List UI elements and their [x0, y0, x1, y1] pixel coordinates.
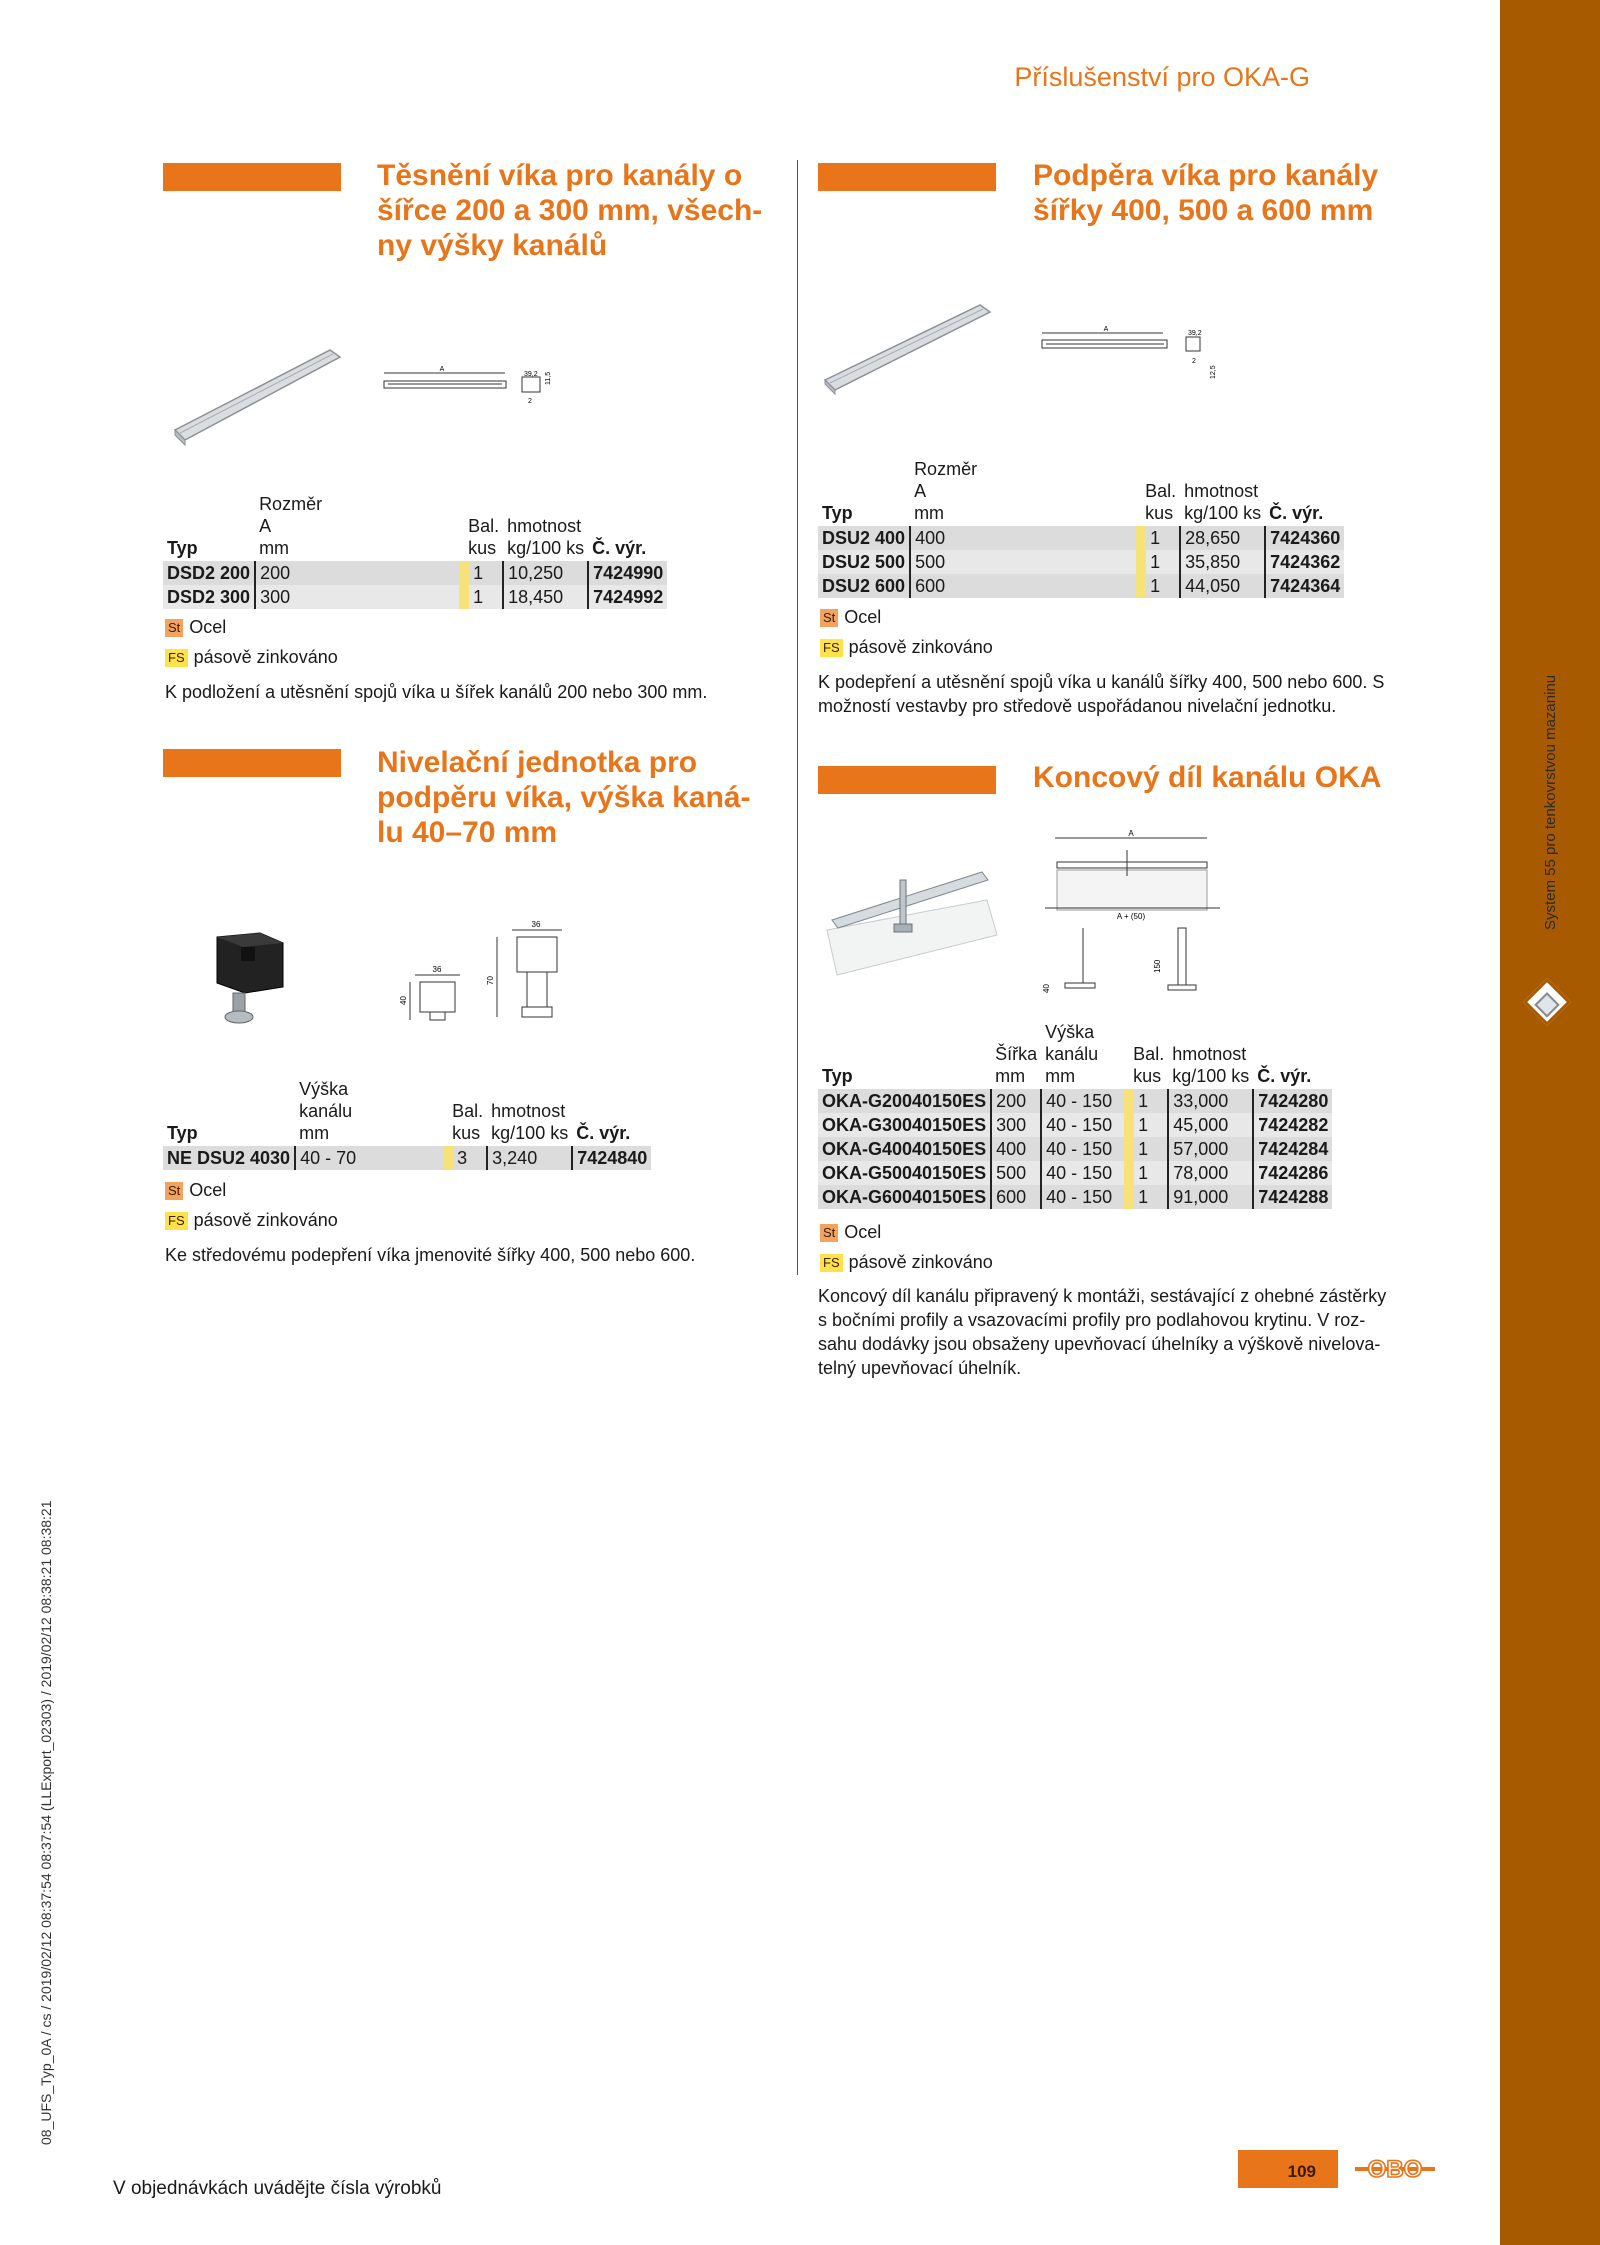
section-title-dsu2 [1033, 158, 1378, 228]
title-line: Podpěra víka pro kanály [1033, 159, 1379, 192]
description-nedsu2: Ke středovému podepření víka jmenovité šířky 400, 500 nebo 600. [165, 1245, 696, 1265]
dim-label: A [1128, 829, 1134, 838]
col-header-size: Rozměr A mm [259, 494, 323, 558]
fs-tag: FS [165, 649, 188, 667]
table-row: OKA-G20040150ES 200 40 - 150 1 33,000 7424280 [818, 1089, 1332, 1113]
material-label: pásově zinkováno [193, 1210, 338, 1230]
dim-label: A [1103, 326, 1109, 333]
table-row: DSD2 200 200 1 10,250 7424990 [163, 561, 667, 585]
material-label: Ocel [844, 1222, 882, 1242]
col-header-weight: hmotnost kg/100 ks [1184, 481, 1262, 523]
st-tag: St [820, 609, 838, 627]
page-title: Příslušenství pro OKA-G [1014, 62, 1310, 92]
col-header-type: Typ [822, 503, 853, 523]
section-title-dsd2 [377, 158, 762, 263]
st-tag: St [820, 1224, 838, 1242]
col-header-type: Typ [822, 1066, 853, 1086]
dim-label: 2 [1192, 358, 1196, 365]
title-line: Nivelační jednotka pro [377, 746, 698, 779]
col-header-article: Č. výr. [1269, 503, 1324, 523]
section-marker [818, 163, 996, 191]
dimension-drawing-dsd2 [380, 363, 580, 413]
col-header-article: Č. výr. [576, 1123, 631, 1143]
description-dsu2: K podepření a utěsnění spojů víka u kanálů šířky 400, 500 nebo 600. S možností vestavby pro středově uspořádanou nivelační jednotku. [818, 672, 1385, 716]
product-image-dsd2 [170, 345, 345, 450]
dim-label: 150 [1153, 959, 1162, 973]
material-fs [820, 1252, 993, 1273]
side-category-label [1542, 890, 1562, 930]
title-line: šířky 400, 500 a 600 mm [1033, 194, 1374, 227]
col-header-weight: hmotnost kg/100 ks [507, 516, 585, 558]
title-line: Těsnění víka pro kanály o [377, 159, 743, 192]
dimension-drawing-nedsu2 [380, 915, 580, 1035]
material-fs [820, 637, 993, 658]
material-label: pásově zinkováno [193, 647, 338, 667]
dim-label: 39,2 [524, 371, 538, 378]
dim-label: 11,5 [545, 371, 552, 385]
col-header-width: Šířka mm [995, 1044, 1038, 1086]
title-line: podpěru víka, výška kaná- [377, 781, 751, 814]
table-row: NE DSU2 4030 40 - 70 3 3,240 7424840 [163, 1146, 651, 1170]
material-label: Ocel [189, 617, 227, 637]
product-table-dsd2 [163, 492, 667, 609]
dim-label: 12,5 [1210, 365, 1217, 379]
dim-label: 70 [486, 976, 495, 985]
side-band [1500, 0, 1600, 2245]
logo-text: OBO [1367, 2156, 1423, 2183]
dim-label: 40 [399, 996, 408, 1005]
dim-label: 36 [531, 920, 541, 929]
col-header-weight: hmotnost kg/100 ks [491, 1101, 569, 1143]
product-image-okag [822, 860, 1002, 980]
material-label: pásově zinkováno [848, 1252, 993, 1272]
page-number: 109 [1238, 2150, 1338, 2188]
fs-tag: FS [165, 1212, 188, 1230]
col-header-type: Typ [167, 1123, 198, 1143]
dim-label: 2 [528, 398, 532, 405]
col-header-pack: Bal. kus [1145, 481, 1177, 523]
material-st [165, 1180, 226, 1201]
st-tag: St [165, 1182, 183, 1200]
table-row: DSU2 400 400 1 28,650 7424360 [818, 526, 1344, 550]
material-st [820, 1222, 881, 1243]
col-header-height: Výška kanálu mm [299, 1079, 353, 1143]
material-label: Ocel [189, 1180, 227, 1200]
dimension-drawing-dsu2 [1038, 323, 1238, 383]
table-row: DSU2 600 600 1 44,050 7424364 [818, 574, 1344, 598]
dimension-drawing-okag [1035, 828, 1235, 1003]
section-title-nedsu2 [377, 745, 751, 850]
footer-note: V objednávkách uvádějte čísla výrobků [113, 2178, 442, 2199]
col-header-pack: Bal. kus [452, 1101, 484, 1143]
export-stamp: 08_UFS_Typ_0A / cs / 2019/02/12 08:37:54 08:37:54 (LLExport_02303) / 2019/02/12 08:38:21 08:38:21 [38, 1500, 54, 2145]
product-table-nedsu2 [163, 1077, 651, 1170]
dim-label: 40 [1042, 984, 1051, 993]
table-row: DSU2 500 500 1 35,850 7424362 [818, 550, 1344, 574]
product-table-dsu2 [818, 457, 1344, 598]
col-header-article: Č. výr. [592, 538, 647, 558]
table-row: OKA-G40040150ES 400 40 - 150 1 57,000 7424284 [818, 1137, 1332, 1161]
title-line: šířce 200 a 300 mm, všech- [377, 194, 763, 227]
st-tag: St [165, 619, 183, 637]
col-header-type: Typ [167, 538, 198, 558]
table-row: OKA-G30040150ES 300 40 - 150 1 45,000 7424282 [818, 1113, 1332, 1137]
col-header-height: Výška kanálu mm [1045, 1022, 1099, 1086]
product-image-nedsu2 [205, 925, 305, 1025]
material-st [820, 607, 881, 628]
fs-tag: FS [820, 639, 843, 657]
col-header-article: Č. výr. [1257, 1066, 1312, 1086]
dim-label: 36 [432, 965, 442, 974]
col-header-pack: Bal. kus [468, 516, 500, 558]
dim-label: 39,2 [1188, 330, 1202, 337]
product-image-dsu2 [820, 300, 995, 395]
col-header-pack: Bal. kus [1133, 1044, 1165, 1086]
material-st [165, 617, 226, 638]
title-line: lu 40–70 mm [377, 816, 558, 849]
dim-label: A + (50) [1116, 912, 1146, 921]
col-header-size: Rozměr A mm [914, 459, 978, 523]
material-fs [165, 647, 338, 668]
description-okag: Koncový díl kanálu připravený k montáži, sestávající z ohebné zástěrky s bočními profily a vsazovacími profily pro podlahovou krytinu. V roz- sahu dodávky jsou obsaženy upevňovací úhelníky a výškově nivelova- telný upevňovací úhelník. [818, 1286, 1387, 1378]
section-marker [163, 163, 341, 191]
column-divider [797, 160, 798, 1275]
table-row: DSD2 300 300 1 18,450 7424992 [163, 585, 667, 609]
description-dsd2: K podložení a utěsnění spojů víka u šířek kanálů 200 nebo 300 mm. [165, 682, 708, 702]
obo-logo [1355, 2150, 1435, 2188]
table-row: OKA-G50040150ES 500 40 - 150 1 78,000 7424286 [818, 1161, 1332, 1185]
material-label: pásově zinkováno [848, 637, 993, 657]
fs-tag: FS [820, 1254, 843, 1272]
material-label: Ocel [844, 607, 882, 627]
material-fs [165, 1210, 338, 1231]
col-header-weight: hmotnost kg/100 ks [1172, 1044, 1250, 1086]
table-row: OKA-G60040150ES 600 40 - 150 1 91,000 7424288 [818, 1185, 1332, 1209]
section-marker [163, 749, 341, 777]
title-line: ny výšky kanálů [377, 229, 608, 262]
section-marker [818, 766, 996, 794]
section-title-okag: Koncový díl kanálu OKA [1033, 761, 1382, 794]
dim-label: A [439, 366, 445, 373]
product-table-okag [818, 1020, 1332, 1209]
